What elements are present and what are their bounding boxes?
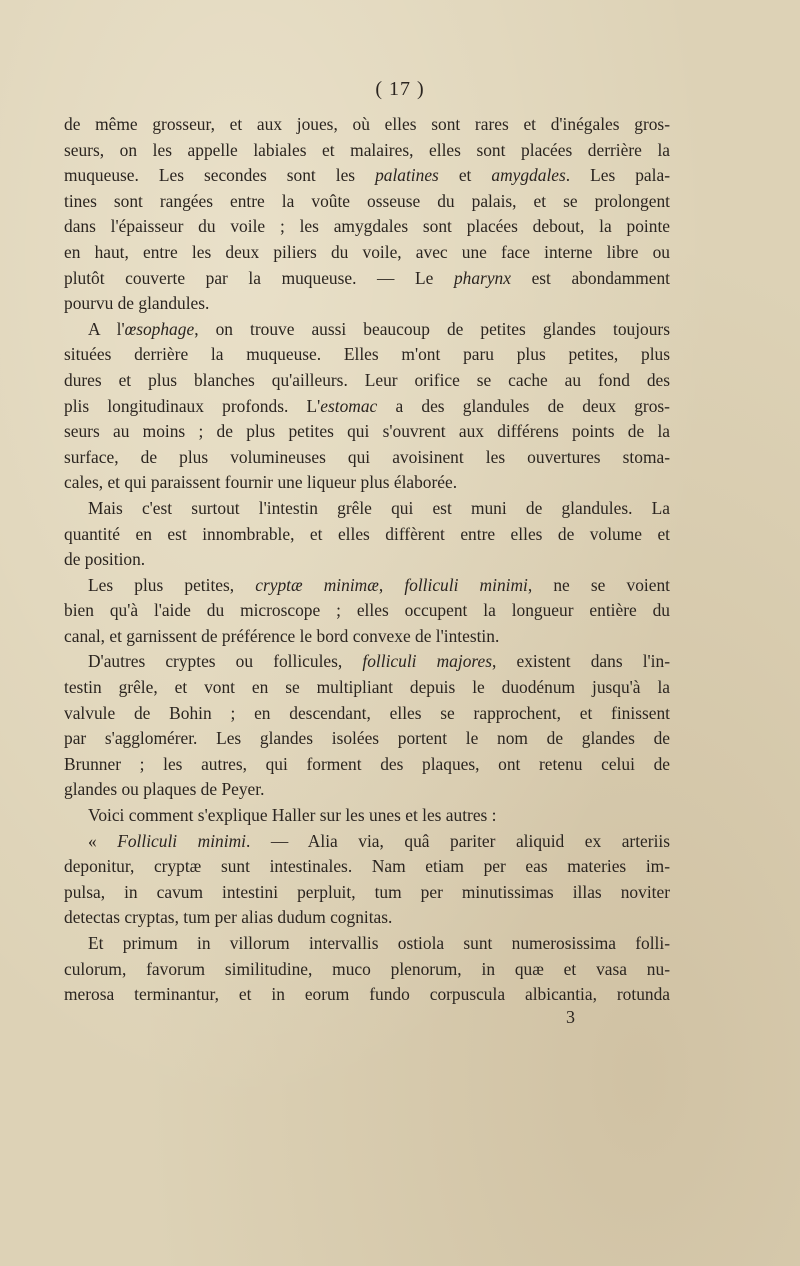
italic-term: pharynx xyxy=(453,267,511,288)
text-run: A l' xyxy=(88,318,125,339)
italic-term: amygdales xyxy=(491,165,566,186)
text-line xyxy=(64,957,670,983)
text-run: culorum, favorum similitudine, muco plenorum, in quæ et vasa nu- xyxy=(64,958,670,979)
text-line xyxy=(64,394,670,420)
text-line xyxy=(64,829,670,855)
page-number: ( 17 ) xyxy=(375,78,425,100)
text-run: Les plus petites, xyxy=(88,574,256,595)
text-run: tines sont rangées entre la voûte osseuse du palais, et se prolongent xyxy=(64,190,670,211)
text-run: a des glandules de deux gros- xyxy=(377,395,670,416)
text-run: dans l'épaisseur du voile ; les amygdales sont placées debout, la pointe xyxy=(64,216,670,237)
text-line xyxy=(64,445,670,471)
text-run: , existent dans l'in- xyxy=(492,651,670,672)
text-line xyxy=(64,701,670,727)
text-run: . — Alia via, quâ pariter aliquid ex arteriis xyxy=(245,830,670,851)
text-line xyxy=(64,547,670,573)
text-run: Mais c'est surtout l'intestin grêle qui est muni de glandules. La xyxy=(88,497,670,518)
text-line xyxy=(64,803,670,829)
text-line xyxy=(64,419,670,445)
text-line xyxy=(64,214,670,240)
text-run: surface, de plus volumineuses qui avoisinent les ouvertures stoma- xyxy=(64,446,670,467)
text-line xyxy=(64,573,670,599)
text-line xyxy=(64,317,670,343)
text-line xyxy=(64,342,670,368)
text-line xyxy=(64,777,670,803)
text-line xyxy=(64,931,670,957)
text-run: et xyxy=(438,165,492,186)
italic-term: œsophage xyxy=(124,318,195,339)
text-line xyxy=(64,854,670,880)
text-run: testin grêle, et vont en se multipliant depuis le duodénum jusqu'à la xyxy=(64,677,670,698)
text-run: , ne se voient xyxy=(527,574,670,595)
italic-term: cryptæ minimæ xyxy=(255,574,379,595)
text-line xyxy=(64,905,670,931)
text-line xyxy=(64,112,670,138)
text-run: situées derrière la muqueuse. Elles m'ont paru plus petites, plus xyxy=(64,344,670,365)
text-run: merosa terminantur, et in eorum fundo corpuscula albicantia, rotunda xyxy=(64,984,670,1005)
text-run: plutôt couverte par la muqueuse. — Le xyxy=(64,267,454,288)
text-run: , xyxy=(378,574,405,595)
text-line xyxy=(64,496,670,522)
body-text xyxy=(64,112,670,1008)
text-run: dures et plus blanches qu'ailleurs. Leur orifice se cache au fond des xyxy=(64,369,670,390)
text-line xyxy=(64,189,670,215)
text-run: est abondamment xyxy=(510,267,670,288)
text-line xyxy=(64,880,670,906)
italic-term: estomac xyxy=(320,395,378,416)
text-run: Et primum in villorum intervallis ostiola sunt numerosissima folli- xyxy=(88,933,670,953)
text-run: de position. xyxy=(64,549,146,570)
text-run: D'autres cryptes ou follicules, xyxy=(88,651,363,672)
italic-term: folliculi majores xyxy=(362,651,493,672)
text-run: deponitur, cryptæ sunt intestinales. Nam etiam per eas materies im- xyxy=(64,856,670,877)
text-line xyxy=(64,726,670,752)
text-run: pulsa, in cavum intestini perpluit, tum per minutissimas illas noviter xyxy=(64,881,670,902)
text-line xyxy=(64,675,670,701)
text-line xyxy=(64,240,670,266)
text-run: , on trouve aussi beaucoup de petites glandes toujours xyxy=(194,318,670,339)
text-run: cales, et qui paraissent fournir une liqueur plus élaborée. xyxy=(64,472,458,493)
text-run: glandes ou plaques de Peyer. xyxy=(64,779,265,800)
italic-term: palatines xyxy=(375,165,439,186)
italic-term: folliculi minimi xyxy=(404,574,528,595)
text-line xyxy=(64,522,670,548)
text-line xyxy=(64,291,670,317)
text-line xyxy=(64,163,670,189)
text-run: en haut, entre les deux piliers du voile, avec une face interne libre ou xyxy=(64,241,670,262)
text-run: de même grosseur, et aux joues, où elles sont rares et d'inégales gros- xyxy=(64,114,670,134)
italic-term: Folliculi minimi xyxy=(117,830,246,851)
text-line xyxy=(64,470,670,496)
text-run: Voici comment s'explique Haller sur les unes et les autres : xyxy=(88,805,497,826)
text-run: seurs, on les appelle labiales et malaires, elles sont placées derrière la xyxy=(64,139,670,160)
text-line xyxy=(64,752,670,778)
text-run: canal, et garnissent de préférence le bord convexe de l'intestin. xyxy=(64,625,500,646)
text-line xyxy=(64,266,670,292)
printer-signature-mark: 3 xyxy=(566,1007,575,1027)
text-run: « xyxy=(88,830,118,851)
text-run: Brunner ; les autres, qui forment des plaques, ont retenu celui de xyxy=(64,753,670,774)
text-line xyxy=(64,598,670,624)
text-run: plis longitudinaux profonds. L' xyxy=(64,395,321,416)
text-run: valvule de Bohin ; en descendant, elles se rapprochent, et finissent xyxy=(64,702,670,723)
text-line xyxy=(64,982,670,1008)
text-line xyxy=(64,138,670,164)
text-line xyxy=(64,368,670,394)
text-run: quantité en est innombrable, et elles diffèrent entre elles de volume et xyxy=(64,523,670,544)
text-run: bien qu'à l'aide du microscope ; elles occupent la longueur entière du xyxy=(64,600,670,621)
text-run: . Les pala- xyxy=(565,165,670,186)
text-run: pourvu de glandules. xyxy=(64,293,210,314)
text-run: detectas cryptas, tum per alias dudum cognitas. xyxy=(64,907,393,928)
text-run: seurs au moins ; de plus petites qui s'ouvrent aux différens points de la xyxy=(64,421,670,442)
text-line xyxy=(64,624,670,650)
text-run: par s'agglomérer. Les glandes isolées portent le nom de glandes de xyxy=(64,728,670,749)
text-line xyxy=(64,649,670,675)
text-run: muqueuse. Les secondes sont les xyxy=(64,165,376,186)
